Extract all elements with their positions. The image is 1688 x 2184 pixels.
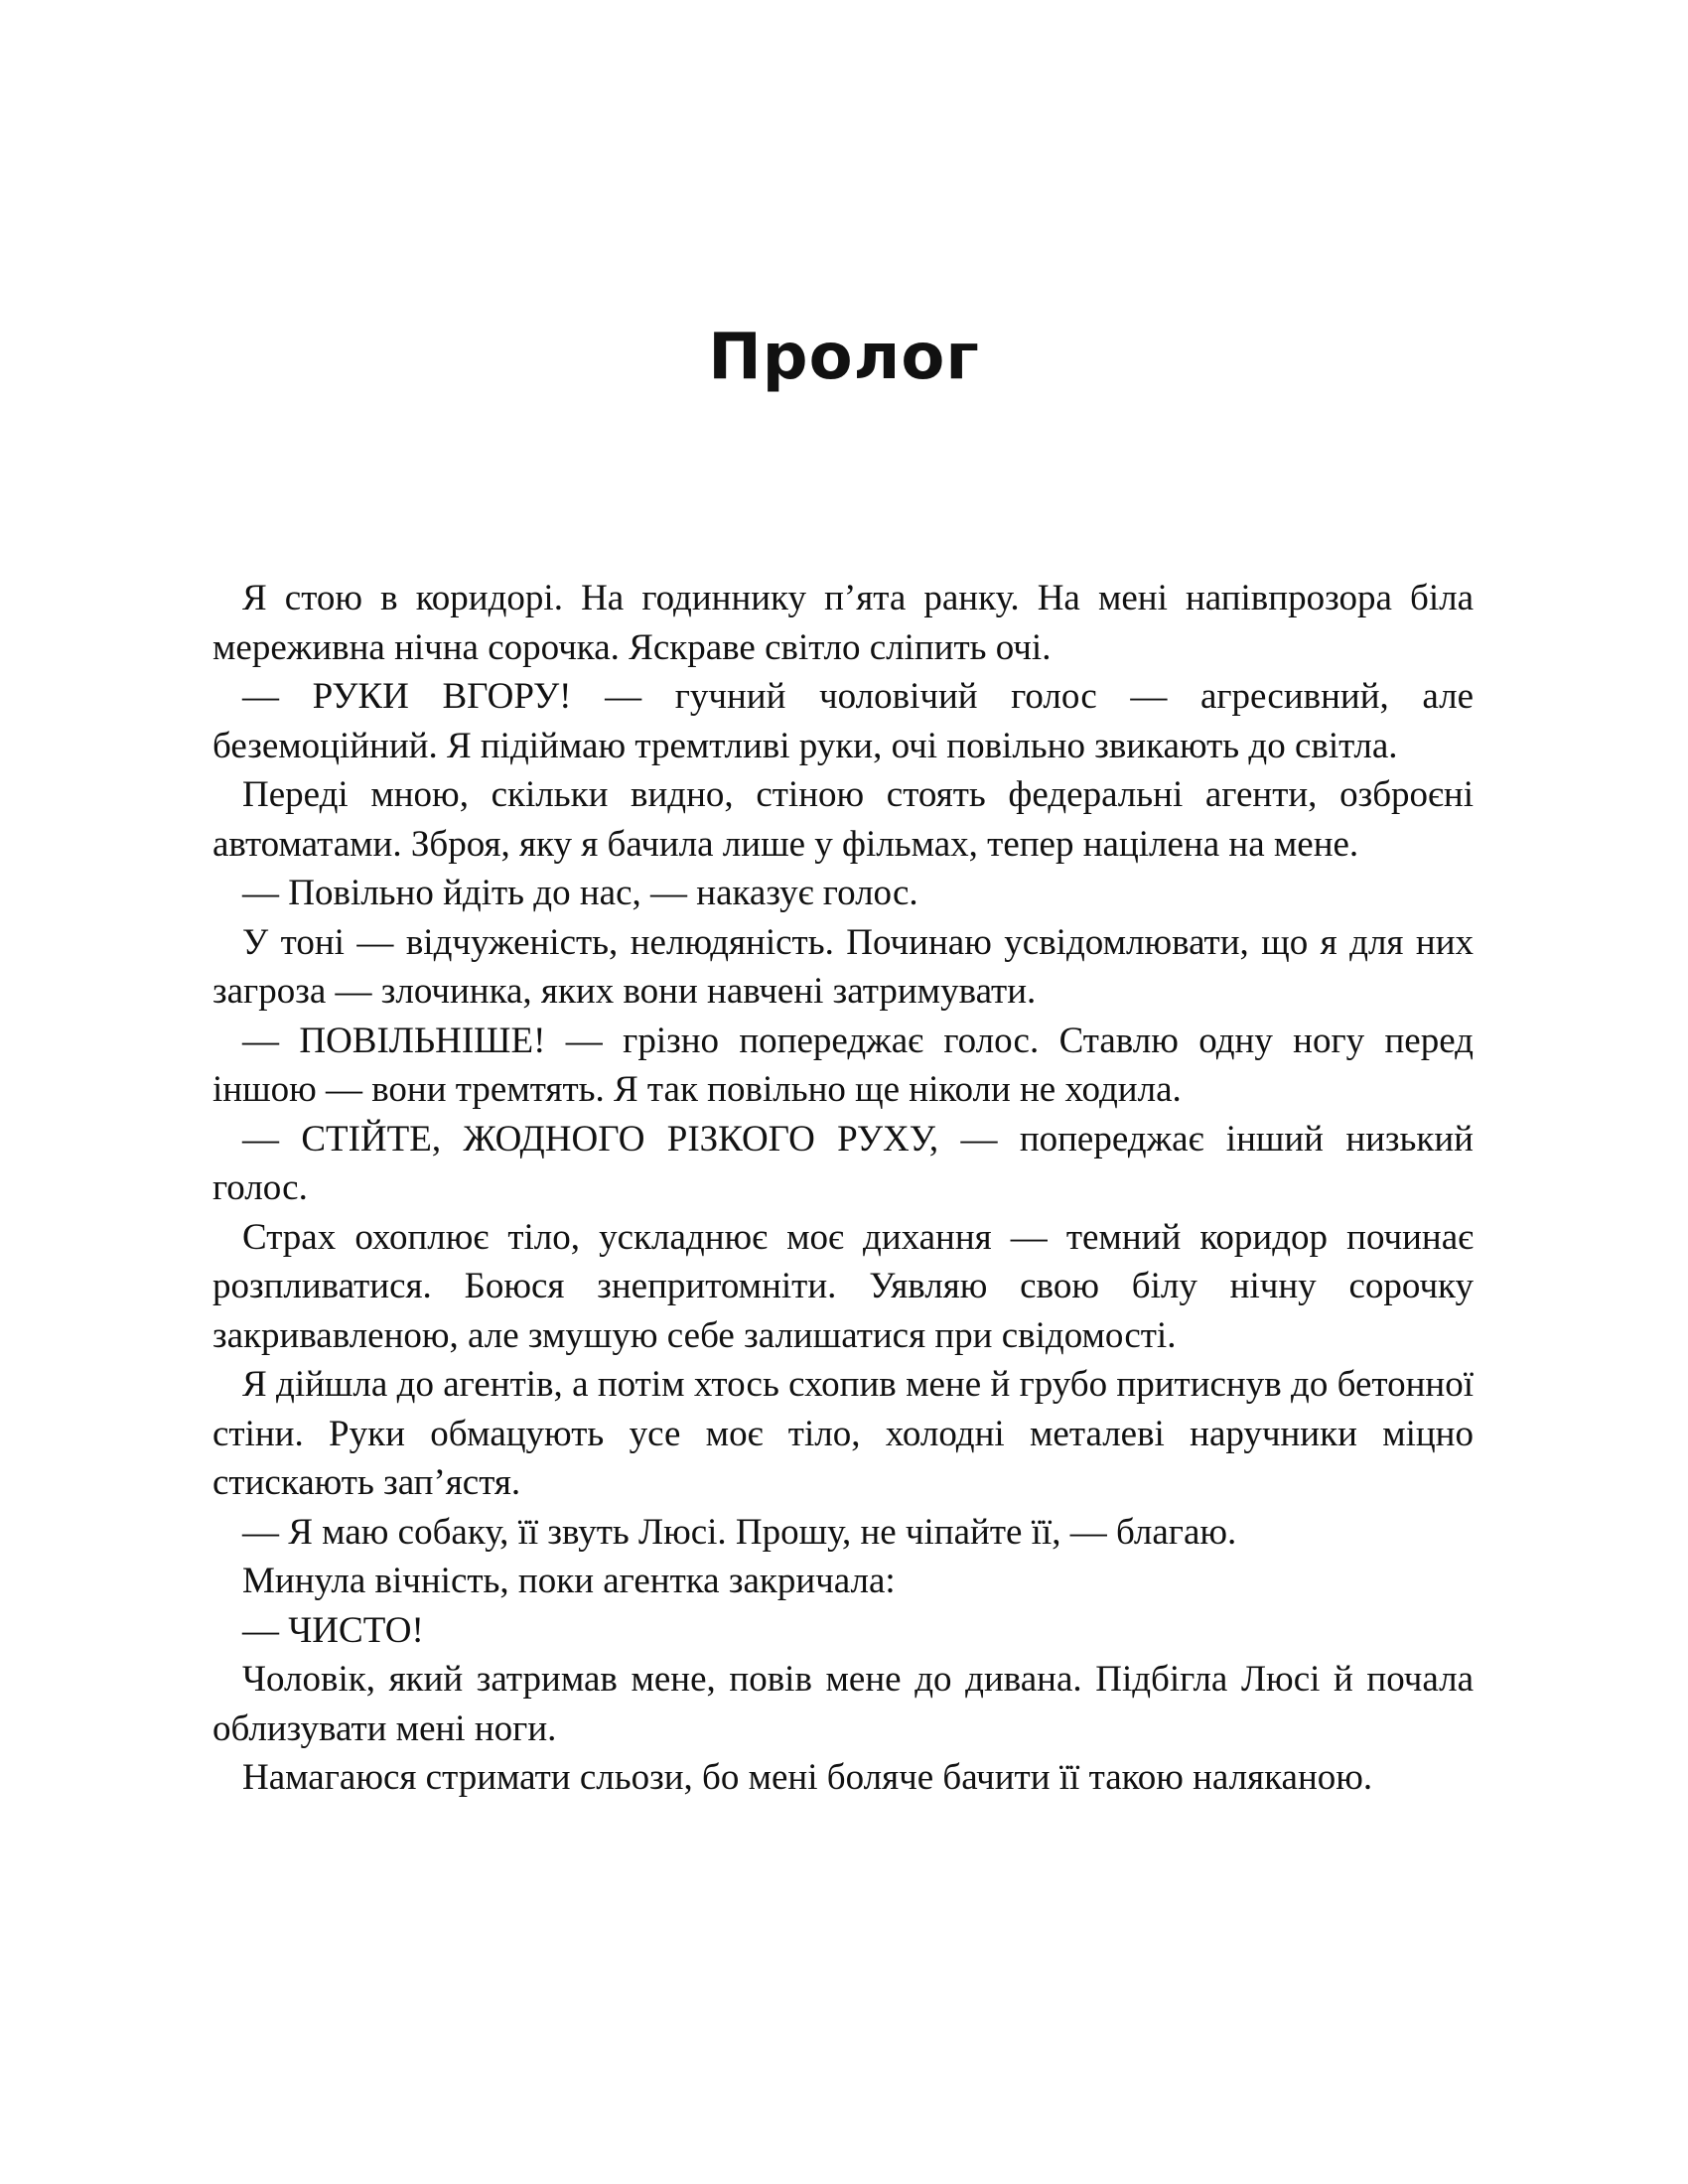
paragraph: — Я маю собаку, її звуть Люсі. Прошу, не чіпайте її, — благаю. [242, 1511, 1237, 1553]
paragraph: — ПОВІЛЬНІШЕ! — грізно попереджає голос. Ставлю одну ногу перед іншою — вони тремтять. Я так повільно ще ніколи не ходила. [212, 1020, 1474, 1110]
paragraph: Страх охоплює тіло, ускладнює моє дихання — темний коридор починає розпливатися. Боюся знепритомніти. Уявляю свою білу нічну сорочку закривавленою, але змушую себе залишатися при свідомості. [212, 1216, 1474, 1356]
paragraph: Переді мною, скільки видно, стіною стоять федеральні агенти, озброєні автоматами. Зброя, яку я бачила лише у фільмах, тепер націлена на мене. [212, 774, 1474, 865]
paragraph: — Повільно йдіть до нас, — наказує голос. [242, 873, 918, 913]
paragraph: — РУКИ ВГОРУ! — гучний чоловічий голос — агресивний, але беземоційний. Я підіймаю тремтливі руки, очі повільно звикають до світла. [212, 676, 1474, 766]
paragraph: Я дійшла до агентів, а потім хтось схопив мене й грубо притиснув до бетонної стіни. Руки обмацують усе моє тіло, холодні металеві наручники міцно стискають зап’ястя. [212, 1364, 1474, 1503]
paragraph: — СТІЙТЕ, ЖОДНОГО РІЗКОГО РУХУ, — попереджає інший низький голос. [212, 1118, 1474, 1208]
paragraph: — ЧИСТО! [242, 1609, 424, 1651]
chapter-body [212, 574, 1474, 1803]
paragraph: Я стою в коридорі. На годиннику п’ята ранку. На мені напівпрозора біла мереживна нічна сорочка. Яскраве світло сліпить очі. [212, 578, 1474, 668]
paragraph: Минула вічність, поки агентка закричала: [242, 1561, 896, 1601]
paragraph: Намагаюся стримати сльози, бо мені боляче бачити її такою наляканою. [242, 1757, 1373, 1798]
paragraph: Чоловік, який затримав мене, повів мене до дивана. Підбігла Люсі й почала облизувати мені ноги. [212, 1659, 1474, 1749]
paragraph: У тоні — відчуженість, нелюдяність. Починаю усвідомлювати, що я для них загроза — злочинка, яких вони навчені затримувати. [212, 921, 1474, 1012]
chapter-title: Пролог [708, 321, 980, 394]
